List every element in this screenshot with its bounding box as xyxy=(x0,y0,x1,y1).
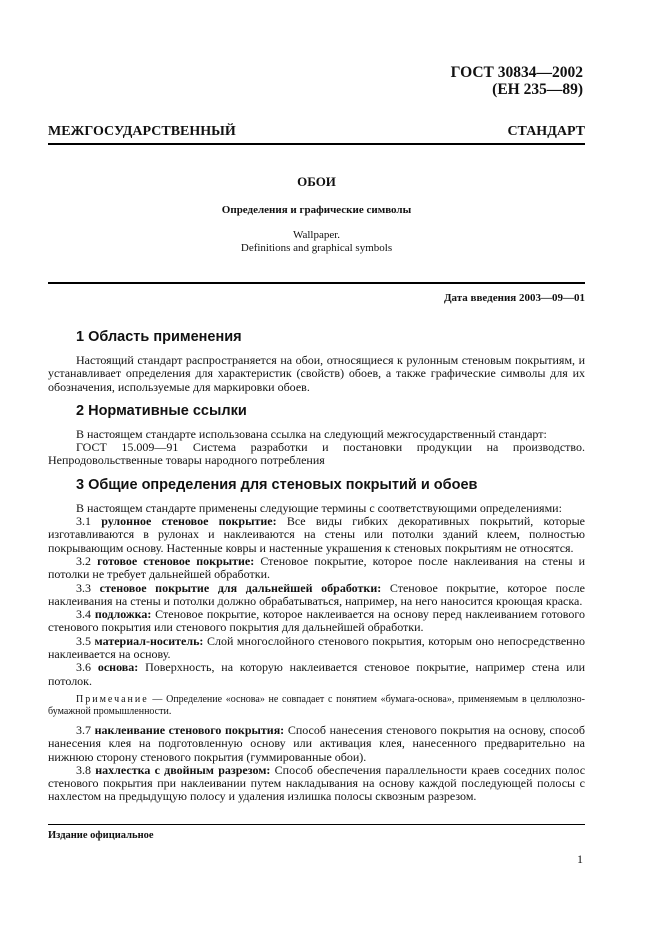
note-label: Примечание xyxy=(76,693,149,705)
definition-item: 3.4 подложка: Стеновое покрытие, которое наклеивается на основу перед наклеиванием готового стенового покрытия или стенового покрытия для дальнейшей обработки. xyxy=(48,607,586,635)
banner-divider xyxy=(48,143,585,145)
definition-item: 3.2 готовое стеновое покрытие: Стеновое покрытие, которое после наклеивания на стены и потолки не требует дальнейшей обработки. xyxy=(48,553,586,582)
section-3-heading: 3 Общие определения для стеновых покрытий и обоев xyxy=(76,476,478,493)
definition-item: 3.8 нахлестка с двойным разрезом: Способ обеспечения параллельности краев соседних полос стенового покрытия при наклеивании путем накладывания на основу каждой последующей полосы с нахлестом на предыдущую полосу и удаления излишка полосы сквозным разрезом. xyxy=(48,762,586,804)
english-title-line2: Definitions and graphical symbols xyxy=(240,242,393,254)
section-2-paragraph-2: ГОСТ 15.009—91 Система разработки и постановки продукции на производство. Непродовольственные товары народного потребления xyxy=(48,440,585,468)
definition-item: 3.6 основа: Поверхность, на которую наклеивается стеновое покрытие, например стена или потолок. xyxy=(48,660,586,688)
section-3-intro: В настоящем стандарте применены следующие термины с соответствующими определениями: xyxy=(76,500,562,515)
section-1-heading: 1 Область применения xyxy=(76,329,242,345)
english-title-line1: Wallpaper. xyxy=(292,229,341,241)
definition-item: 3.7 наклеивание стенового покрытия: Способ нанесения стенового покрытия на основу, способ нанесения клея на подготовленную основу или активация клея, нанесенного предварительно на нижнюю сторону стенового покрытия (гуммированные обои). xyxy=(48,722,586,764)
document-subtitle: Определения и графические символы xyxy=(221,204,412,216)
title-divider xyxy=(48,282,585,284)
definition-item: 3.1 рулонное стеновое покрытие: Все виды гибких декоративных покрытий, которые изготавливаются в рулонах и наклеиваются на стены или потолки зданий клеем, полностью покрывающим основу. Настенные ковры и настенные украшения к стеновых покрытиям не относятся. xyxy=(48,514,586,555)
section-1-text: Настоящий стандарт распространяется на обои, относящиеся к рулонным стеновым покрытиям, и устанавливает определения для характеристик (свойств) обоев, а также графические символы для их обозначения, используемые для маркировки обоев. xyxy=(48,353,585,394)
definition-item: 3.3 стеновое покрытие для дальнейшей обработки: Стеновое покрытие, которое после наклеивания на стены и потолки должно обрабатываться, например, на него наносится кроющая краска. xyxy=(48,580,585,608)
note xyxy=(48,694,585,718)
note-text: — Определение «основа» не совпадает с понятием «бумага-основа», применяемым в целлюлозно-бумажной промышленности. xyxy=(48,693,585,717)
official-edition-label: Издание официальное xyxy=(48,830,154,841)
standard-number: ГОСТ 30834—2002 xyxy=(450,64,583,81)
english-title xyxy=(48,229,585,255)
document-body xyxy=(48,320,585,804)
definition-item: 3.5 материал-носитель: Слой многослойного стенового покрытия, которым оно непосредственно наклеивается на основу. xyxy=(48,633,586,662)
en-standard-number: (ЕН 235—89) xyxy=(492,81,583,98)
section-2-paragraph-1: В настоящем стандарте использована ссылка на следующий межгосударственный стандарт: xyxy=(76,426,547,441)
page-number: 1 xyxy=(577,852,583,866)
document-title: ОБОИ xyxy=(297,174,336,189)
introduction-date: Дата введения 2003—09—01 xyxy=(443,292,585,304)
interstate-standard-banner: МЕЖГОСУДАРСТВЕННЫЙ СТАНДАРТ xyxy=(48,124,585,139)
standard-identifier xyxy=(451,64,583,98)
section-2-heading: 2 Нормативные ссылки xyxy=(76,402,247,419)
footer-divider xyxy=(48,824,585,825)
